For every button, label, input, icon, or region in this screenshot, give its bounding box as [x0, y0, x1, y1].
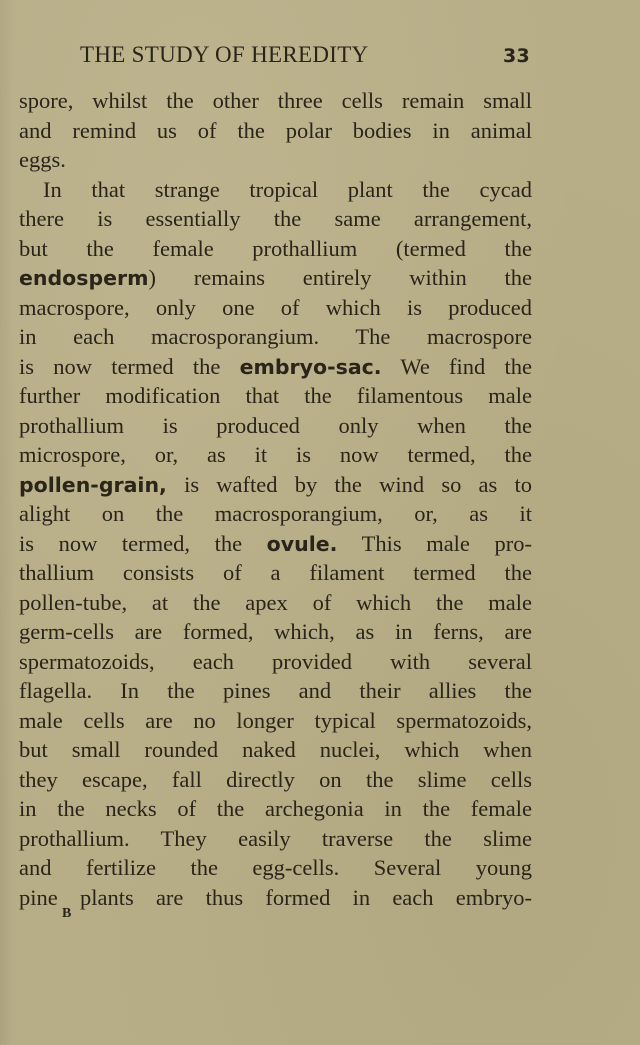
text-line: alight on the macrosporangium, or, as it [19, 501, 532, 526]
text-fragment: is now termed the [19, 353, 240, 379]
text-line: there is essentially the same arrangement, [19, 206, 532, 231]
text-line: prothallium. They easily traverse the slime [19, 825, 532, 851]
text-line [19, 529, 532, 559]
text-fragment: is now termed, the [19, 530, 267, 556]
text-line: spermatozoids, each provided with several [19, 648, 532, 674]
term-pollen-grain: pollen-grain, [19, 472, 167, 497]
term-endosperm: endosperm [19, 266, 149, 290]
text-line: and fertilize the egg-cells. Several young [19, 855, 532, 880]
text-line: flagella. In the pines and their allies the [19, 678, 532, 703]
running-title: THE STUDY OF HEREDITY [80, 42, 369, 67]
text-line: prothallium is produced only when the [19, 412, 532, 438]
text-line: pine plants are thus formed in each embryo- [19, 884, 532, 910]
text-line: they escape, fall directly on the slime cells [19, 766, 532, 792]
text-fragment: ) remains entirely within the [148, 265, 532, 290]
text-line [19, 470, 532, 500]
text-line: macrospore, only one of which is produced [19, 294, 532, 320]
text-line: further modification that the filamentous male [19, 383, 532, 408]
running-head [80, 42, 530, 76]
text-line: in each macrosporangium. The macrospore [19, 324, 532, 349]
text-line: eggs. [19, 147, 66, 172]
signature-mark: B [62, 906, 72, 921]
text-line: thallium consists of a filament termed the [19, 560, 532, 585]
term-ovule: ovule. [266, 531, 338, 556]
text-line: pollen-tube, at the apex of which the male [19, 589, 532, 615]
body-text [19, 86, 532, 912]
text-line: male cells are no longer typical spermatozoids, [19, 707, 532, 733]
text-fragment: is wafted by the wind so as to [166, 471, 532, 497]
text-line: but the female prothallium (termed the [19, 235, 532, 261]
text-line: in the necks of the archegonia in the female [19, 796, 532, 821]
page-number: 33 [502, 45, 530, 67]
text-line: but small rounded naked nuclei, which when [19, 737, 532, 762]
text-fragment: This male pro- [337, 530, 532, 556]
text-line: microspore, or, as it is now termed, the [19, 442, 532, 467]
term-embryo-sac: embryo-sac. [239, 354, 382, 379]
text-line: and remind us of the polar bodies in animal [19, 117, 532, 143]
text-line: In that strange tropical plant the cycad [43, 176, 532, 202]
text-line: spore, whilst the other three cells remain small [19, 88, 532, 113]
text-fragment: We find the [381, 353, 533, 379]
text-line: germ-cells are formed, which, as in ferns, are [19, 619, 532, 644]
text-line [19, 352, 532, 382]
text-line [19, 263, 532, 293]
